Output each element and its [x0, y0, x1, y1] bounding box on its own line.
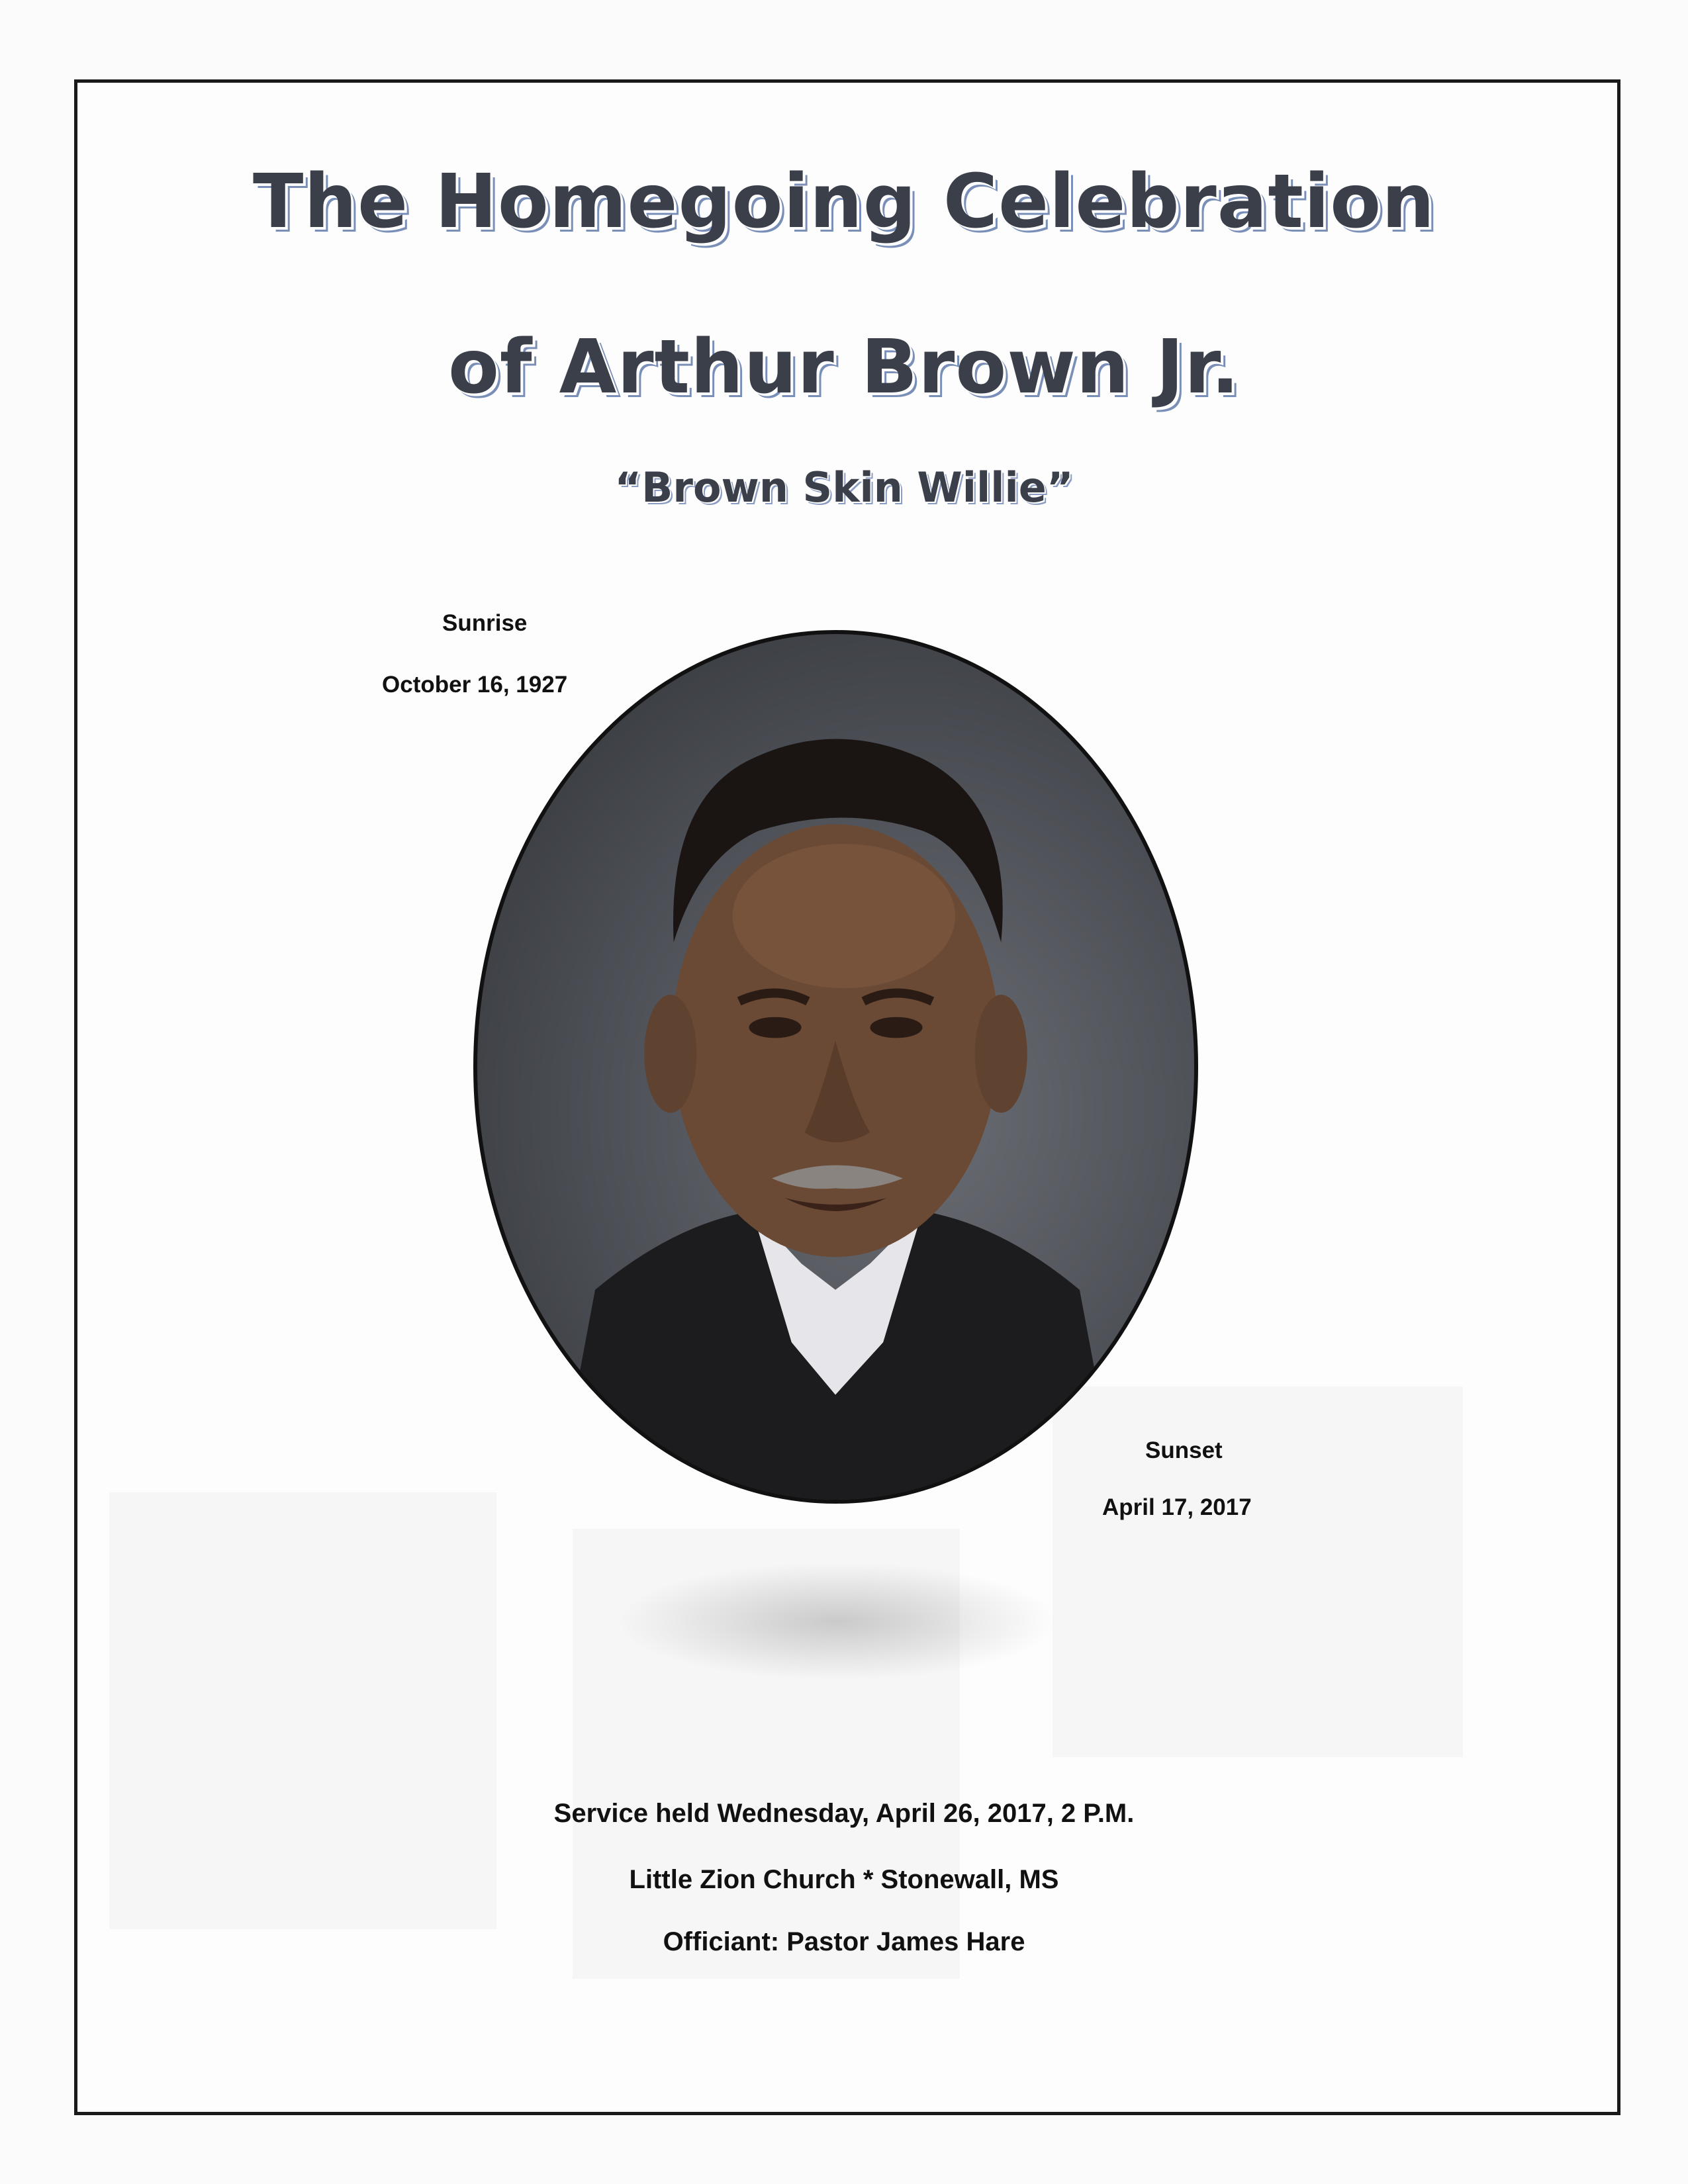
sunset-label: Sunset: [1145, 1437, 1223, 1463]
nickname: “Brown Skin Willie”: [614, 463, 1074, 512]
title-line-2: of Arthur Brown Jr.: [447, 324, 1241, 410]
bleed-through-shadow: [616, 1562, 1059, 1681]
portrait-illustration: [477, 634, 1194, 1500]
sunset-date: April 17, 2017: [1102, 1494, 1252, 1520]
sunrise-label: Sunrise: [442, 610, 528, 636]
service-time: Service held Wednesday, April 26, 2017, 2 P.M.: [553, 1799, 1135, 1828]
title-line-1: The Homegoing Celebration: [253, 159, 1435, 245]
service-location: Little Zion Church * Stonewall, MS: [629, 1865, 1059, 1894]
service-officiant: Officiant: Pastor James Hare: [663, 1927, 1025, 1956]
portrait-photo: [473, 630, 1198, 1504]
bleed-through-block: [109, 1492, 496, 1929]
bleed-through-block: [1053, 1387, 1463, 1757]
sunrise-date: October 16, 1927: [382, 672, 568, 698]
